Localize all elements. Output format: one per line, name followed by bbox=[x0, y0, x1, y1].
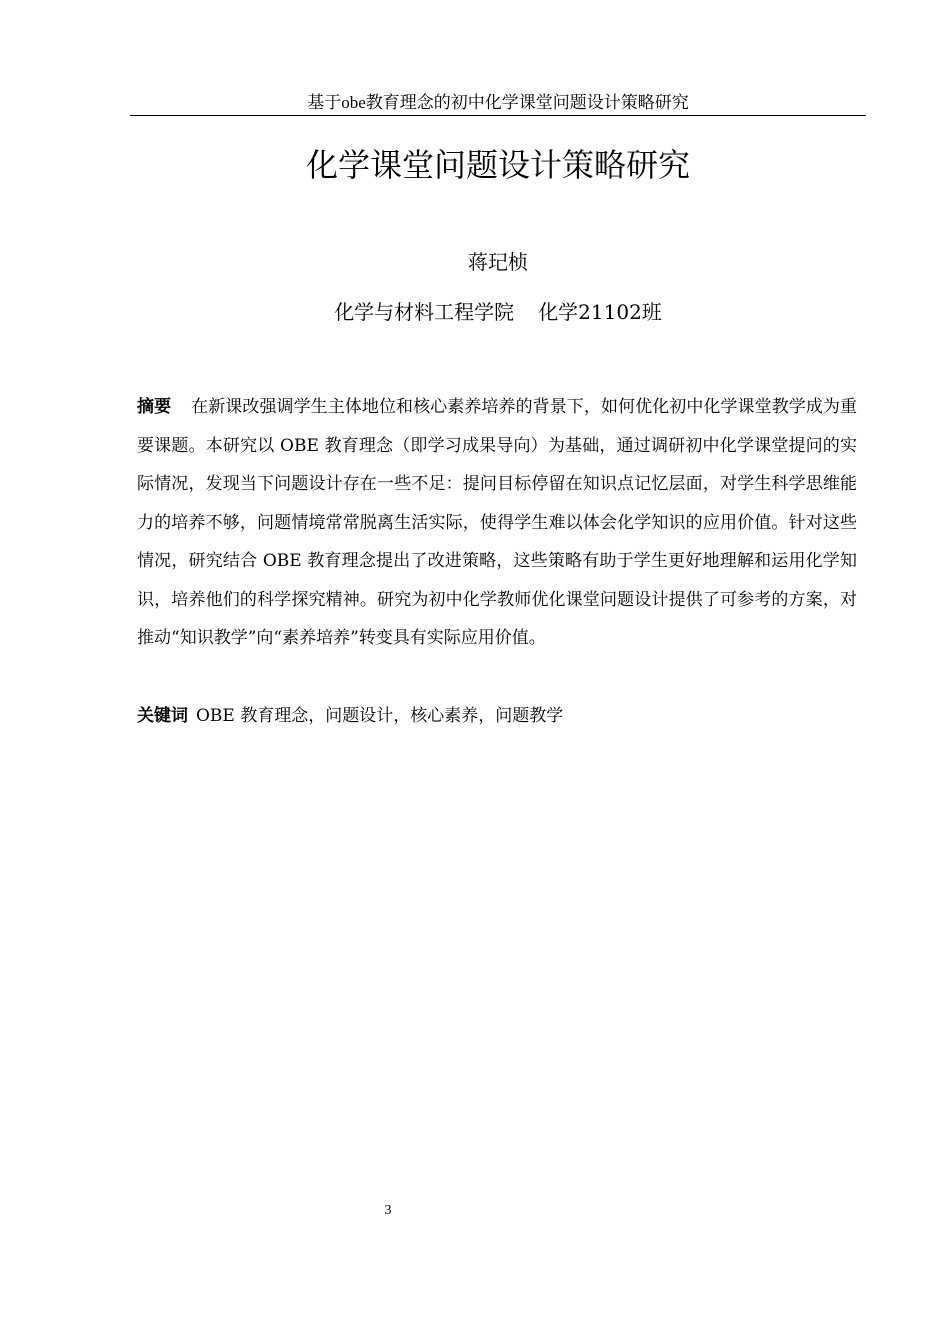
keywords bbox=[137, 700, 857, 732]
affiliation bbox=[130, 298, 866, 326]
college-name: 化学与材料工程学院 bbox=[334, 300, 515, 324]
abstract-text: 在新课改强调学生主体地位和核心素养培养的背景下，如何优化初中化学课堂教学成为重要课题。本研究以 OBE 教育理念（即学习成果导向）为基础，通过调研初中化学课堂提问的实际情况，发现当下问题设计存在一些不足：提问目标停留在知识点记忆层面，对学生科学思维能力的培养不够，问题情境常常脱离生活实际，使得学生难以体会化学知识的应用价值。针对这些情况，研究结合 OBE 教育理念提出了改进策略，这些策略有助于学生更好地理解和运用化学知识，培养他们的科学探究精神。研究为初中化学教师优化课堂问题设计提供了可参考的方案，对推动“知识教学”向“素养培养”转变具有实际应用价值。 bbox=[137, 397, 858, 648]
class-name: 化学21102班 bbox=[538, 300, 662, 324]
abstract bbox=[137, 388, 857, 658]
keywords-label: 关键词 bbox=[137, 706, 188, 726]
running-header: 基于obe教育理念的初中化学课堂问题设计策略研究 bbox=[307, 93, 689, 112]
abstract-label: 摘要 bbox=[137, 397, 172, 417]
page-number: 3 bbox=[384, 1203, 392, 1218]
keywords-text: OBE 教育理念，问题设计，核心素养，问题教学 bbox=[196, 706, 564, 726]
author-name: 蒋玘桢 bbox=[468, 250, 528, 274]
paper-title: 化学课堂问题设计策略研究 bbox=[305, 146, 690, 184]
header-rule bbox=[130, 115, 866, 116]
